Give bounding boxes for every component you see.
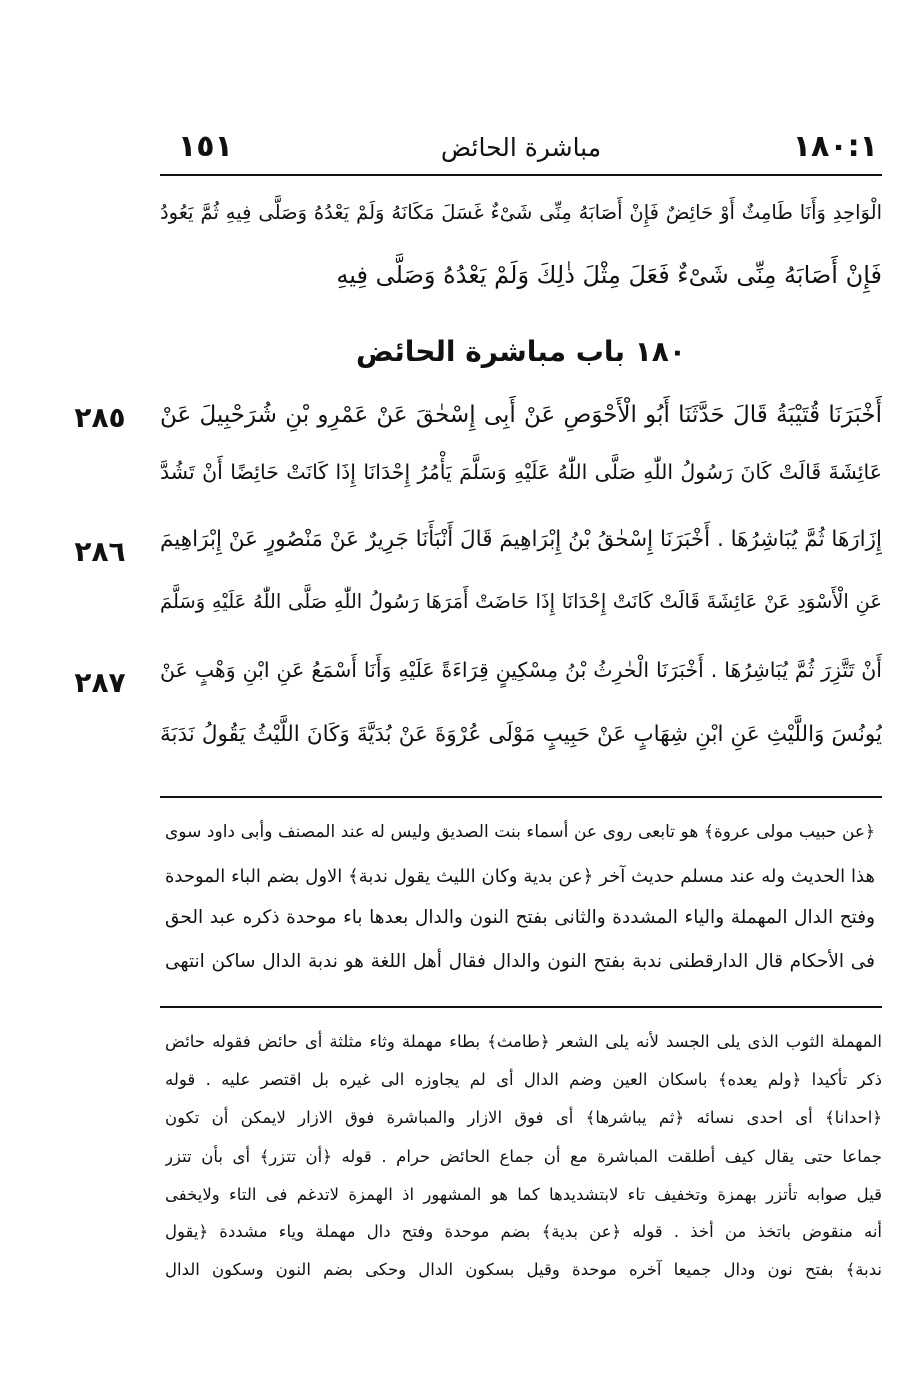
commentary-line: ﴿عن حبيب مولى عروة﴾ هو تابعى روى عن أسماء بنت الصديق وليس له عند المصنف وأبى داود سوى bbox=[165, 822, 875, 842]
hadith-line: عَائِشَةَ قَالَتْ كَانَ رَسُولُ اللّٰهِ صَلَّى اللّٰهُ عَلَيْهِ وَسَلَّمَ يَأْمُرُ إِحْدَانَا إِذَا كَانَتْ حَائِضًا أَنْ تَشُدَّ bbox=[160, 460, 882, 484]
footnote-line: جماعا حتى يقال كيف أطلقت المباشرة مع أن جماع الحائض حرام . قوله ﴿أن تتزر﴾ أى بأن تتزر bbox=[165, 1147, 882, 1166]
hadith-number: ٢٨٥ bbox=[74, 401, 126, 434]
footnote-line: ندبة﴾ بفتح نون ودال جميعا آخره موحدة وقيل بسكون الدال وحكى بضم النون وسكون الدال bbox=[165, 1260, 882, 1279]
commentary-line: فى الأحكام قال الدارقطنى ندبة بفتح النون والدال فقال أهل اللغة هو ندبة الدال ساكن انتهى bbox=[165, 951, 875, 972]
main-text-line: الْوَاحِدِ وَأَنَا طَامِثٌ أَوْ حَائِضٌ فَإِنْ أَصَابَهُ مِنِّى شَىْءٌ غَسَلَ مَكَانَهُ وَلَمْ يَعْدُهُ وَصَلَّى فِيهِ ثُمَّ يَعُودُ bbox=[160, 201, 882, 224]
chapter-heading: ١٨٠ باب مباشرة الحائض bbox=[356, 335, 686, 368]
main-text-line: فَإِنْ أَصَابَهُ مِنِّى شَىْءٌ فَعَلَ مِثْلَ ذٰلِكَ وَلَمْ يَعْدُهُ وَصَلَّى فِيهِ bbox=[336, 261, 882, 289]
chapter-reference: ١٨٠:١ bbox=[792, 129, 878, 164]
commentary-line: وفتح الدال المهملة والياء المشددة والثانى بفتح النون والدال بعدها باء موحدة ذكره عبد الحق bbox=[165, 907, 875, 928]
header-rule bbox=[160, 174, 882, 176]
footnote-line: ﴿احدانا﴾ أى احدى نسائه ﴿ثم يباشرها﴾ أى فوق الازار والمباشرة فوق الازار لايمكن أن تكون bbox=[165, 1108, 882, 1127]
page-title: مباشرة الحائض bbox=[440, 133, 602, 162]
hadith-line: أَخْبَرَنَا قُتَيْبَةُ قَالَ حَدَّثَنَا أَبُو الْأَحْوَصِ عَنْ أَبِى إِسْحٰقَ عَنْ عَمْرِو بْنِ شُرَحْبِيلَ عَنْ bbox=[160, 402, 882, 428]
footnote-line: قيل صوابه تأتزر بهمزة وتخفيف تاء لابتشديدها كما هو المشهور اذ الهمزة لاتدغم فى التاء ولايخفى bbox=[165, 1185, 882, 1204]
commentary-divider bbox=[160, 796, 882, 798]
page-number: ١٥١ bbox=[178, 129, 233, 164]
hadith-line: عَنِ الْأَسْوَدِ عَنْ عَائِشَةَ قَالَتْ كَانَتْ إِحْدَانَا إِذَا حَاضَتْ أَمَرَهَا رَسُولُ اللّٰهِ صَلَّى اللّٰهُ عَلَيْهِ وَسَلَّمَ bbox=[160, 590, 882, 613]
footnote-line: أنه منقوض باتخذ من أخذ . قوله ﴿عن بدية﴾ بضم موحدة وفتح دال مهملة وياء مشددة ﴿يقول bbox=[165, 1222, 882, 1241]
hadith-line: أَنْ تَتَّزِرَ ثُمَّ يُبَاشِرُهَا . أَخْبَرَنَا الْحٰرِثُ بْنُ مِسْكِينٍ قِرَاءَةً عَلَيْهِ وَأَنَا أَسْمَعُ عَنِ ابْنِ وَهْبٍ عَنْ bbox=[160, 658, 882, 682]
commentary-line: هذا الحديث وله عند مسلم حديث آخر ﴿عن بدية وكان الليث يقول ندبة﴾ الاول بضم الباء الموحدة bbox=[165, 866, 875, 887]
hadith-line: يُونُسَ وَاللَّيْثِ عَنِ ابْنِ شِهَابٍ عَنْ حَبِيبٍ مَوْلَى عُرْوَةَ عَنْ بُدَيَّةَ وَكَانَ اللَّيْثُ يَقُولُ نَدَبَةَ bbox=[160, 722, 882, 747]
footnote-divider bbox=[160, 1006, 882, 1008]
hadith-number: ٢٨٧ bbox=[74, 666, 126, 699]
footnote-line: المهملة الثوب الذى يلى الجسد لأنه يلى الشعر ﴿طامث﴾ بطاء مهملة وثاء مثلثة أى حائض فقوله حائض bbox=[165, 1032, 882, 1051]
hadith-line: إِزَارَهَا ثُمَّ يُبَاشِرُهَا . أَخْبَرَنَا إِسْحٰقُ بْنُ إِبْرَاهِيمَ قَالَ أَنْبَأَنَا جَرِيرٌ عَنْ مَنْصُورٍ عَنْ إِبْرَاهِيمَ bbox=[160, 527, 882, 552]
footnote-line: ذكر تأكيدا ﴿ولم يعده﴾ باسكان العين وضم الدال أى لم يجاوزه الى غيره بل اقتصر عليه . قوله bbox=[165, 1070, 882, 1089]
hadith-number: ٢٨٦ bbox=[74, 535, 126, 568]
